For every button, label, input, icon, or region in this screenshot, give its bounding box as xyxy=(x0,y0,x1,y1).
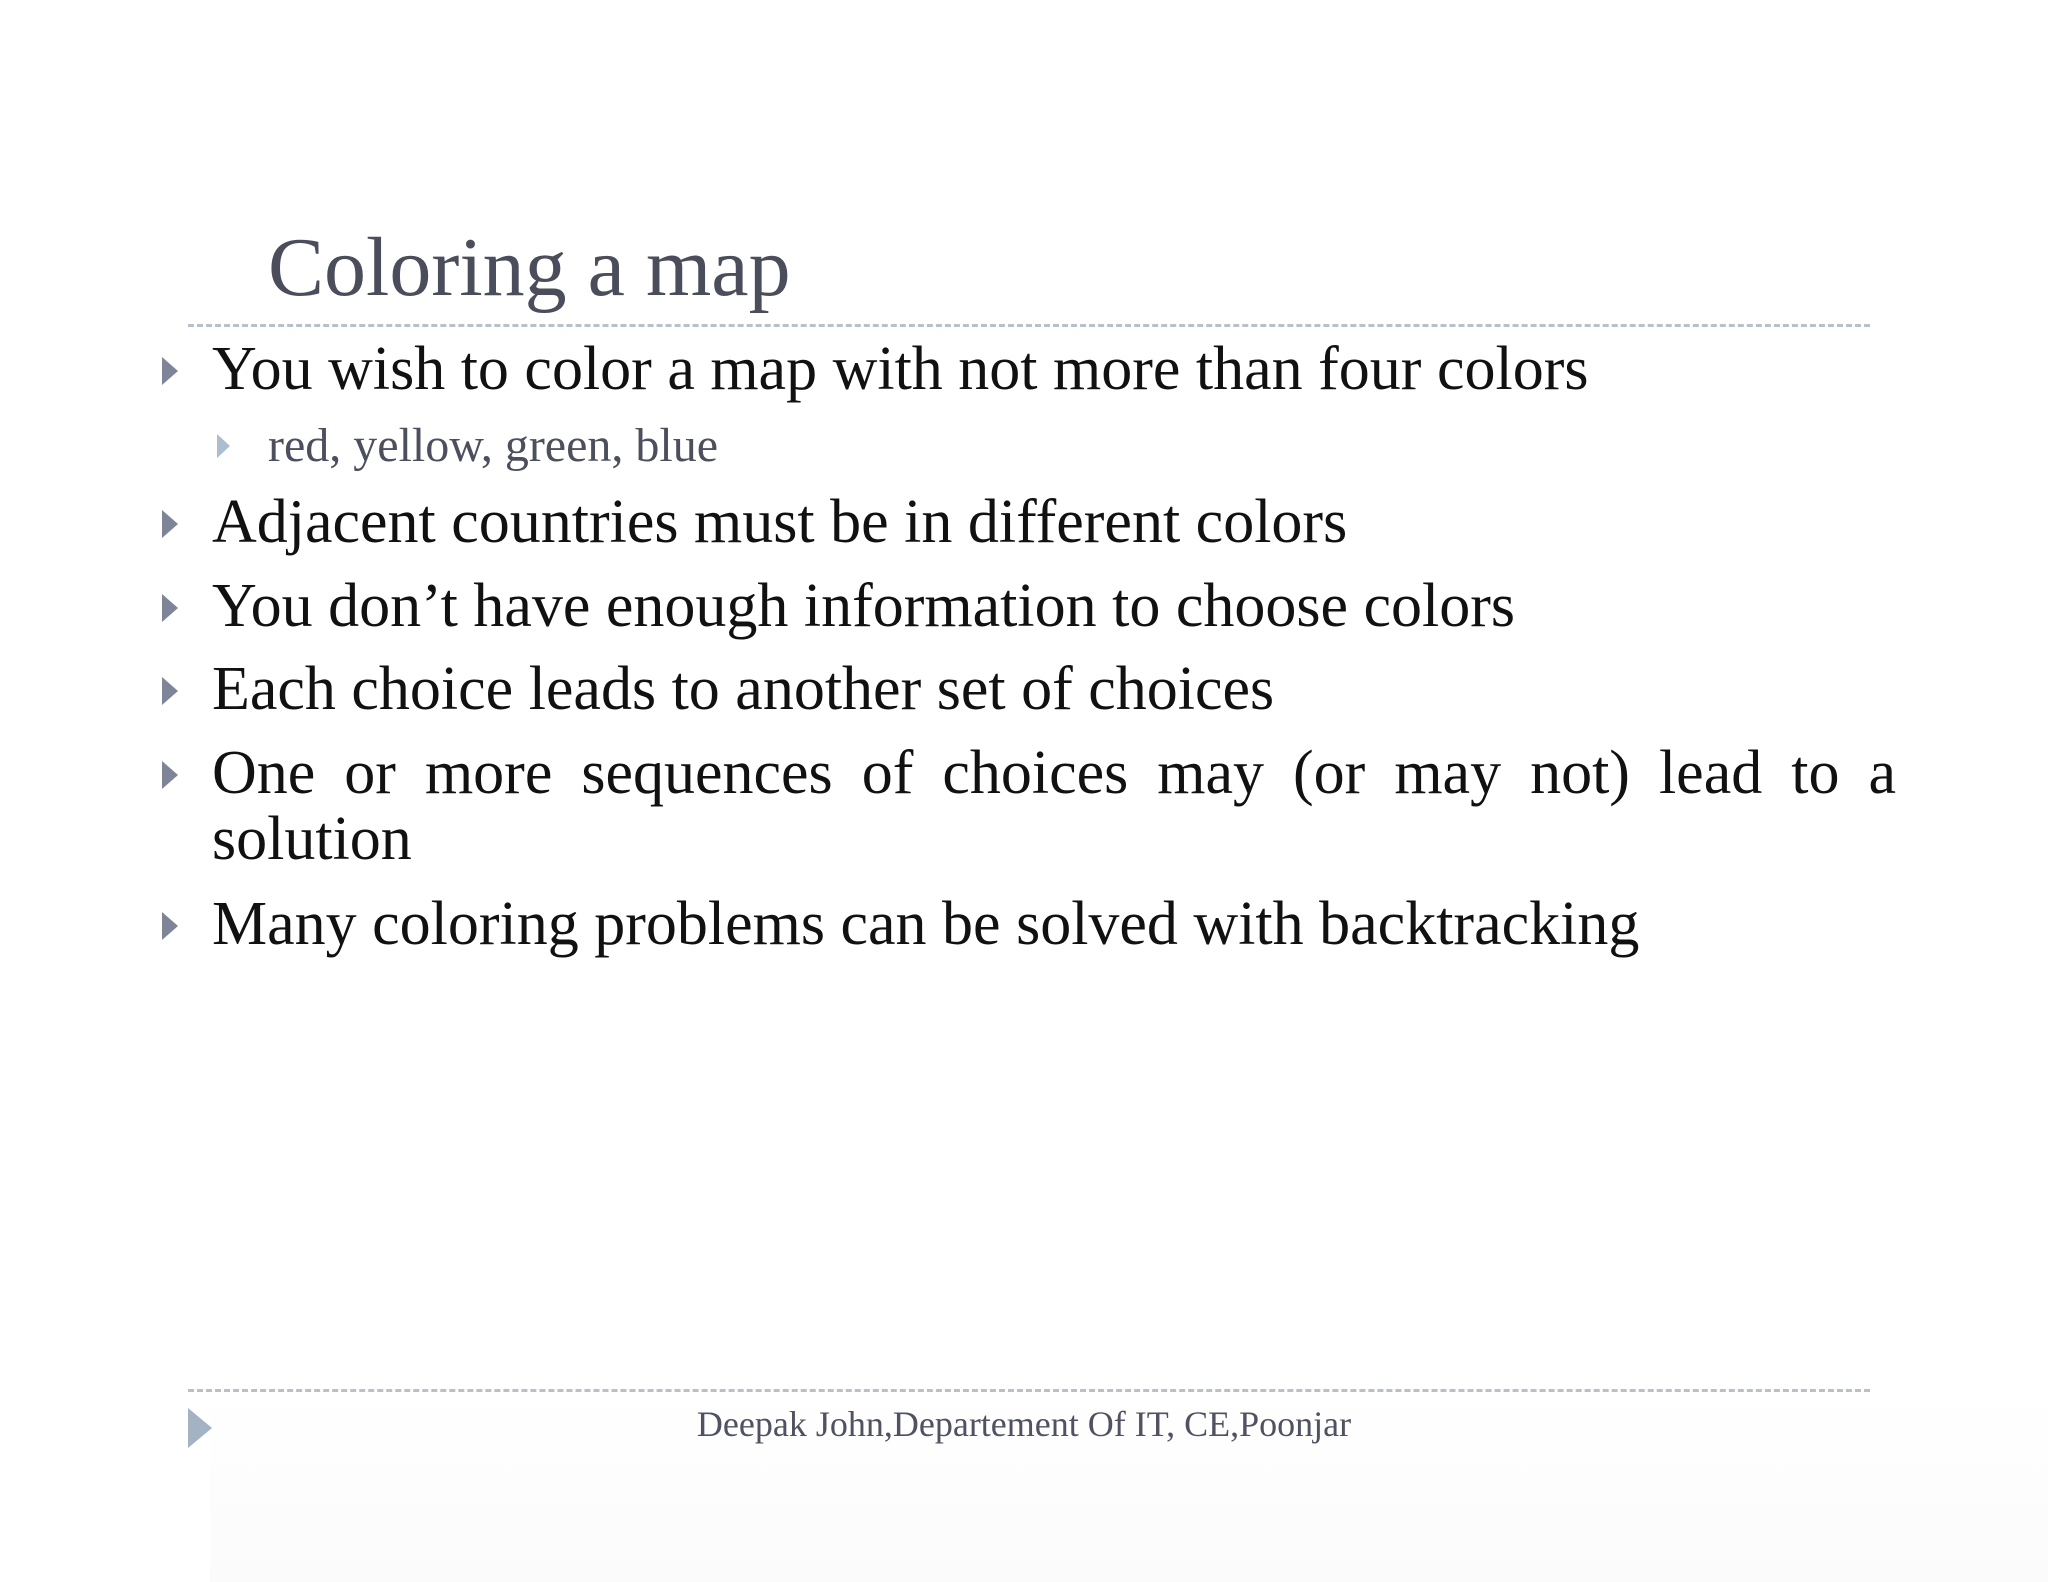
bullet-item xyxy=(212,740,1896,872)
bullet-text: Many coloring problems can be solved with backtracking xyxy=(212,890,1640,958)
bullet-triangle-icon xyxy=(162,677,178,705)
bullet-triangle-icon xyxy=(162,761,178,789)
bullet-item xyxy=(212,573,1896,639)
footer-text: Deepak John,Departement Of IT, CE,Poonjar xyxy=(696,1404,1352,1444)
bullet-item xyxy=(212,336,1896,402)
footer-divider xyxy=(188,1389,1870,1392)
bullet-item xyxy=(212,891,1896,957)
subitem-text: red, yellow, green, blue xyxy=(268,419,719,472)
bullet-item xyxy=(212,489,1896,555)
bullet-text: Each choice leads to another set of choices xyxy=(212,655,1275,723)
bullet-triangle-icon xyxy=(162,594,178,622)
bullet-text: You don’t have enough information to choose colors xyxy=(212,572,1515,640)
bullet-triangle-icon xyxy=(162,912,178,940)
slide-title: Coloring a map xyxy=(268,221,791,314)
bullet-triangle-icon xyxy=(162,357,178,385)
bullet-item xyxy=(212,656,1896,722)
bullet-triangle-icon xyxy=(162,510,178,538)
bullet-text: One or more sequences of choices may (or may not) lead to a solution xyxy=(212,739,1896,873)
title-divider xyxy=(188,324,1870,327)
bullet-text: Adjacent countries must be in different colors xyxy=(212,488,1348,556)
subitem-triangle-icon xyxy=(217,434,230,458)
bullet-text: You wish to color a map with not more than four colors xyxy=(212,335,1589,403)
